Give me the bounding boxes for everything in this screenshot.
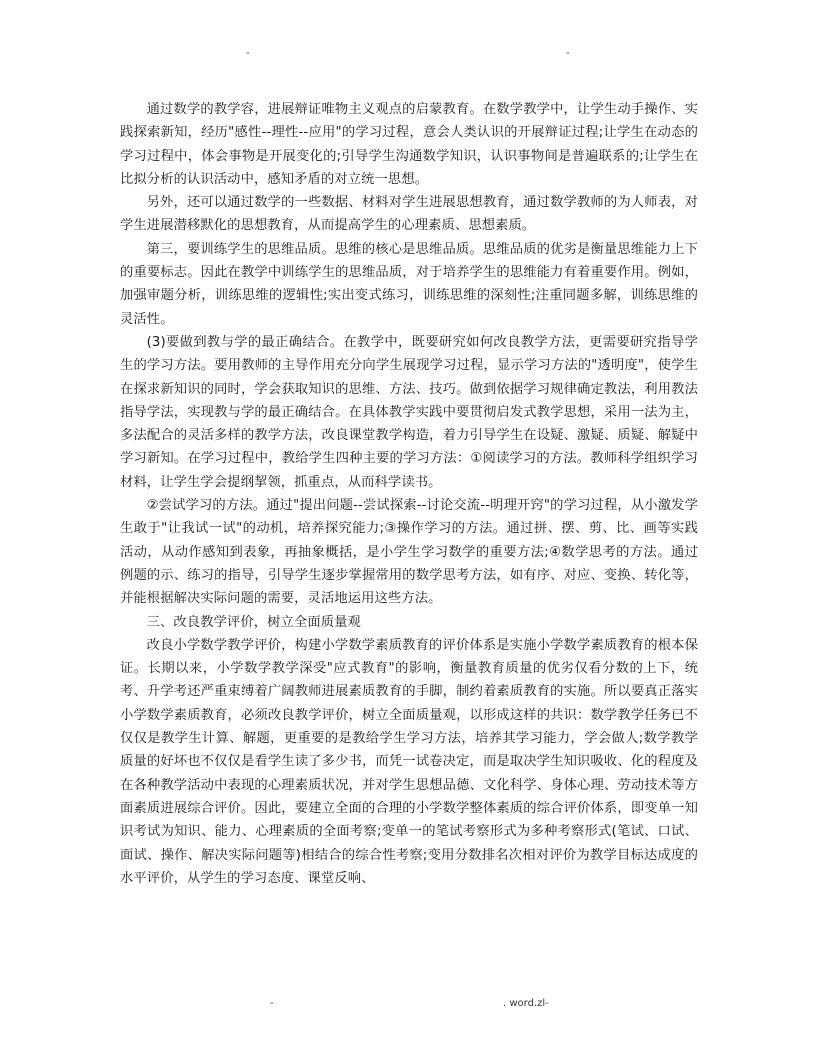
paragraph-5: ②尝试学习的方法。通过"提出问题--尝试探索--讨论交流--明理开窍"的学习过程，从小激发学生敢于"让我试一试"的动机，培养探究能力;③操作学习的方法。通过拼、摆、剪、比、画等实践活动，从动作感知到表象，再抽象概括，是小学生学习数学的重要方法;④数学思考的方法。通过例题的示、练习的指导，引导学生逐步掌握常用的数学思考方法，如有序、对应、变换、转化等，并能根据解决实际问题的需要，灵活地运用这些方法。 xyxy=(120,498,698,607)
header-left-mark: - xyxy=(246,48,250,59)
paragraph-1: 通过数学的教学容，进展辩证唯物主义观点的启蒙教育。在数学教学中，让学生动手操作、实践探索新知，经历"感性--理性--应用"的学习过程，意会人类认识的开展辩证过程;让学生在动态的学习过程中，体会事物是开展变化的;引导学生沟通数学知识，认识事物间是普遍联系的;让学生在比拟分析的认识活动中，感知矛盾的对立统一思想。 xyxy=(120,102,698,187)
paragraph-4: (3)要做到教与学的最正确结合。在教学中，既要研究如何改良教学方法，更需要研究指导学生的学习方法。要用教师的主导作用充分向学生展现学习过程，显示学习方法的"透明度"，使学生在探求新知识的同时，学会获取知识的思维、方法、技巧。做到依据学习规律确定教法，利用教法指导学法，实现教与学的最正确结合。在具体教学实践中要贯彻启发式教学思想，采用一法为主，多法配合的灵活多样的教学方法，改良课堂教学构造，着力引导学生在设疑、激疑、质疑、解疑中学习新知。在学习过程中，教给学生四种主要的学习方法：①阅读学习的方法。教师科学组织学习材料，让学生学会提纲挈领，抓重点，从而科学读书。 xyxy=(120,334,698,490)
header-right-mark: - xyxy=(566,48,570,59)
footer-watermark: . word.zl- xyxy=(503,998,549,1009)
section-heading: 三、改良教学评价，树立全面质量观 xyxy=(146,614,361,630)
paragraph-6: 改良小学数学教学评价，构建小学数学素质教育的评价体系是实施小学数学素质教育的根本保证。长期以来，小学数学教学深受"应式教育"的影响，衡量教育质量的优劣仅看分数的上下，统考、升学考还严重束缚着广阔教师进展素质教育的手脚，制约着素质教育的实施。所以要真正落实小学数学素质教育，必须改良教学评价，树立全面质量观，以形成这样的共识：数学教学任务已不仅仅是教学生计算、解题，更重要的是教给学生学习方法，培养其学习能力，学会做人;数学教学质量的好坏也不仅仅是看学生读了多少书，而凭一试卷决定，而是取决学生知识吸收、化的程度及在各种教学活动中表现的心理素质状况，并对学生思想品德、文化科学、身体心理、劳动技术等方面素质进展综合评价。因此，要建立全面的合理的小学数学整体素质的综合评价体系，即变单一知识考试为知识、能力、心理素质的全面考察;变单一的笔试考察形式为多种考察形式(笔试、口试、面试、操作、解决实际问题等)相结合的综合性考察;变用分数排名次相对评价为教学目标达成度的水平评价，从学生的学习态度、课堂反响、 xyxy=(120,637,698,886)
paragraph-3: 第三，要训练学生的思维品质。思维的核心是思维品质。思维品质的优劣是衡量思维能力上下的重要标志。因此在教学中训练学生的思维品质，对于培养学生的思维能力有着重要作用。例如，加强审题分析，训练思维的逻辑性;实出变式练习，训练思维的深刻性;注重同题多解，训练思维的灵活性。 xyxy=(120,241,698,327)
document-body xyxy=(120,98,698,890)
footer-left-mark: - xyxy=(270,998,274,1009)
paragraph-2: 另外，还可以通过数学的一些数据、材料对学生进展思想教育，通过数学教师的为人师表，对学生进展潜移默化的思想教育，从而提高学生的心理素质、思想素质。 xyxy=(120,195,698,234)
